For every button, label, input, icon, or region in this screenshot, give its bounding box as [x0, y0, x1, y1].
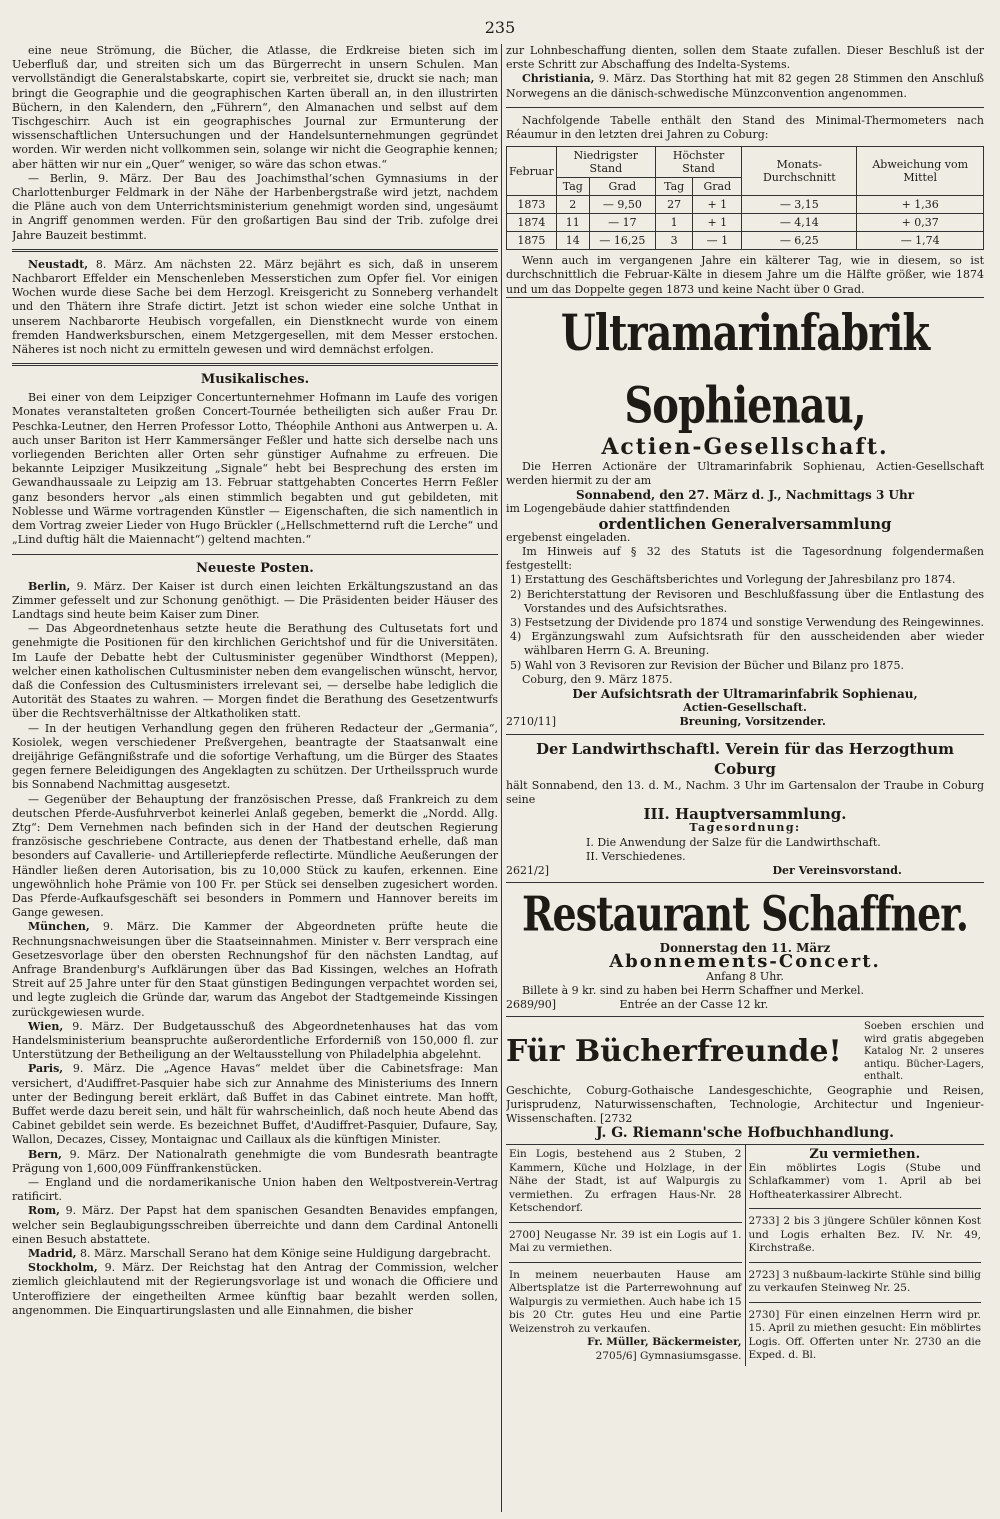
header-max: Höchster Stand: [655, 147, 741, 178]
ad-buecherfreunde: Für Bücherfreunde! Soeben erschien und wird gratis abgegeben Katalog Nr. 2 unseres antiqu. Bücher-Lagers, enthalt. Geschichte, Coburg-Gothaische Landesgeschichte, Geographie und Reisen, Jurisprudenz, Naturwissenschaften, Technologie, Architectur und Ingenieur-Wissenschaften. [2732 J. G. Riemann'sche Hofbuchhandlung.: [506, 1016, 984, 1144]
table-row: 1873 2 — 9,50 27 + 1 — 3,15 + 1,36: [507, 196, 984, 214]
list-item: Ein Logis, bestehend aus 2 Stuben, 2 Kammern, Küche und Holzlage, in der Nähe der Stadt, ist auf Walpurgis zu vermiethen. Zu erfragen Haus-Nr. 28 Ketschendorf.: [509, 1148, 742, 1215]
news-item: Paris, 9. März. Die „Agence Havas“ meldet über die Cabinetsfrage: Man versichert, d'Audiffret-Pasquier habe sich zur Annahme des Ministeriums des Innern unter der Bedingung bereit erklärt, daß Buffet in das Cabinet eintrete. Man hofft, Buffet werde dazu bereit sein, und hält für wahrscheinlich, daß noch heute Abend das Cabinet gebildet sein werde. Es bezeichnet Buffet, d'Audiffret-Pasquier, Dufaure, Say, Wallon, Decazes, Cissey, Montaignac und Caillaux als die künftigen Minister.: [12, 1062, 498, 1147]
ad-code: 2689/90]: [506, 997, 556, 1011]
sub-tag: Tag: [556, 178, 589, 196]
small-ads-right: Zu vermiethen. Ein möblirtes Logis (Stube und Schlafkammer) vom 1. April ab bei Hoftheaterkassirer Albrecht. 2733] 2 bis 3 jüngere Schüler können Kost und Logis erhalten Bez. IV. Nr. 49, Kirchstraße. 2723] 3 nußbaum-lackirte Stühle sind billig zu verkaufen Steinweg Nr. 25. 2730] Für einen einzelnen Herrn wird pr. 15. April zu miethen gesucht: Ein möblirtes Logis. Off. Offerten unter Nr. 2730 an die Exped. d. Bl.: [745, 1145, 985, 1366]
list-item: 5) Wahl von 3 Revisoren zur Revision der Bücher und Bilanz pro 1875.: [510, 658, 905, 672]
list-item: II. Verschiedenes.: [586, 849, 686, 863]
list-item: 2730] Für einen einzelnen Herrn wird pr. 15. April zu miethen gesucht: Ein möblirtes Logis. Off. Offerten unter Nr. 2730 an die Exped. d. Bl.: [748, 1308, 981, 1362]
section-heading-neueste-posten: Neueste Posten.: [196, 560, 314, 576]
event-title: Abonnements-Concert.: [609, 951, 881, 973]
ad-signer: Der Vereinsvorstand.: [772, 863, 902, 877]
news-item: Wien, 9. März. Der Budgetausschuß des Abgeordnetenhauses hat das vom Handelsministerium beanspruchte außerordentliche Erforderniß von 150,000 fl. zur Unterstützung der Betheiligung an der Weltausstellung von Philadelphia abgelehnt.: [12, 1019, 498, 1062]
list-item: 2723] 3 nußbaum-lackirte Stühle sind billig zu verkaufen Steinweg Nr. 25.: [748, 1268, 981, 1295]
ad-landwirthschaftl-verein: Der Landwirthschaftl. Verein für das Herzogthum Coburg hält Sonnabend, den 13. d. M., Nachm. 3 Uhr im Gartensalon der Traube in Coburg seine III. Hauptversammlung. Tagesordnung: I. Die Anwendung der Salze für die Landwirthschaft. II. Verschiedenes. 2621/2] Der Vereinsvorstand.: [506, 734, 984, 882]
list-item: 1) Erstattung des Geschäftsberichtes und Vorlegung der Jahresbilanz pro 1874.: [510, 573, 956, 587]
agenda-list: [506, 573, 984, 672]
dateline: Neustadt,: [28, 257, 89, 271]
small-ads: [506, 1144, 984, 1366]
header-mean: Monats-Durchschnitt: [742, 147, 857, 196]
news-item: — England und die nordamerikanische Union haben den Weltpostverein-Vertrag ratificirt.: [12, 1176, 498, 1204]
ad-ultramarinfabrik: Ultramarinfabrik Sophienau, Actien-Gesellschaft. Die Herren Actionäre der Ultramarinfabrik Sophienau, Actien-Gesellschaft werden hiermit zu der am Sonnabend, den 27. März d. J., Nachmittags 3 Uhr im Logengebäude dahier stattfindenden ordentlichen Generalversammlung ergebenst eingeladen. Im Hinweis auf § 32 des Statuts ist die Tagesordnung folgendermaßen festgestellt: 1) Erstattung des Geschäftsberichtes und Vorlegung der Jahresbilanz pro 1874. 2) Berichterstattung der Revisoren und Beschlußfassung über die Entlastung des Vorstandes und des Aufsichtsrathes. 3) Festsetzung der Dividende pro 1874 und sonstige Verwendung des Reingewinnes. 4) Ergänzungswahl zum Aufsichtsrath für den ausscheidenden aber wieder wählbaren Herrn G. A. Breuning. 5) Wahl von 3 Revisoren zur Revision der Bücher und Bilanz pro 1875. Coburg, den 9. März 1875. Der Aufsichtsrath der Ultramarinfabrik Sophienau, Actien-Gesellschaft. 2710/11] Breuning, Vorsitzender.: [506, 297, 984, 734]
header-deviation: Abweichung vom Mittel: [857, 147, 984, 196]
news-item: Berlin, 9. März. Der Kaiser ist durch einen leichten Erkältungszustand an das Zimmer gefesselt und zur Schonung genöthigt. — Die Präsidenten beider Häuser des Landtags sind heute beim Kaiser zum Diner.: [12, 579, 498, 621]
ad-code: 2621/2]: [506, 863, 549, 877]
meeting-title: ordentlichen Generalversammlung: [598, 514, 892, 533]
list-item: 4) Ergänzungswahl zum Aufsichtsrath für den ausscheidenden aber wieder wählbaren Herrn G. A. Breuning.: [510, 630, 984, 658]
right-column: [506, 44, 984, 1512]
continued-paragraph: zur Lohnbeschaffung dienten, sollen dem Staate zufallen. Dieser Beschluß ist der erste Schritt zur Abschaffung des Indelta-Systems.: [506, 44, 984, 72]
meeting-date: Sonnabend, den 27. März d. J., Nachmittags 3 Uhr: [575, 488, 915, 503]
section-heading-musikalisches: Musikalisches.: [200, 372, 310, 388]
article-text: 8. März. Am nächsten 22. März bejährt es sich, daß in unserem Nachbarort Effelder ein Menschenleben Messerstichen zum Opfer fiel. Vor einigen Wochen wurde diese Sache bei dem Herzogl. Kreisgericht zu Sonneberg verhandelt und den Thätern ihre Strafe dictirt. Jetzt ist schon wieder eine solche Unthat in unserem Nachbarorte Heubisch vorgefallen, ein Dienstknecht wurde von einem fremden Handwerksburschen, einem Metzgergesellen, mit dem Messer erstochen. Näheres ist noch nicht zu ermitteln gewesen und wird demnächst erfolgen.: [12, 257, 498, 357]
ad-code: 2710/11]: [506, 715, 556, 729]
neustadt-article: [12, 258, 498, 357]
section-rule: [506, 107, 984, 108]
news-item: — Gegenüber der Behauptung der französischen Presse, daß Frankreich zu dem deutschen Pferde-Ausfuhrverbot keinerlei Anlaß gegeben, bemerkt die „Nordd. Allg. Ztg“: Dem Vernehmen nach befinden sich in der Hand der deutschen Regierung französische geschriebene Contracte, aus denen der Thatbestand erhelle, daß man besonders auf Cavallerie- und Artilleriepferde reflectirte. Mündliche Aeußerungen der Händler ließen deren Autorisation, bis zu 10,000 Stück zu kaufen, erkennen. Eine ungewöhnlich hohe Prämie von 100 Fr. per Stück sei denselben zugesichert worden. Das Pferde-Aufkaufsgeschäft sei besonders in Pommern und Hannover bereits im Gange gewesen.: [12, 792, 498, 920]
news-item: Bern, 9. März. Der Nationalrath genehmigte die vom Bundesrath beantragte Prägung von 1,600,009 Fünffrankenstücken.: [12, 1147, 498, 1175]
table-row: 1874 11 — 17 1 + 1 — 4,14 + 0,37: [507, 214, 984, 232]
news-item: Stockholm, 9. März. Der Reichstag hat den Antrag der Commission, welcher ziemlich gleichlautend mit der Regierungsvorlage ist und wonach die Officiere und Unteroffiziere der eingetheilten Armee künftig baar bezahlt werden sollen, angenommen. Die Einquartirungslasten und alle Einnahmen, die bisher: [12, 1261, 498, 1317]
table-row: 1875 14 — 16,25 3 — 1 — 6,25 — 1,74: [507, 232, 984, 250]
ad-title: Der Landwirthschaftl. Verein für das Herzogthum Coburg: [535, 739, 955, 778]
sub-tag: Tag: [655, 178, 693, 196]
section-rule: [12, 249, 498, 252]
musikalisches-article: Bei einer von dem Leipziger Concertunternehmer Hofmann im Laufe des vorigen Monates veranstalteten großen Concert-Tournée betheiligten sich außer Frau Dr. Peschka-Leutner, den Herren Professor Lotto, Théophile Anthoni aus Antwerpen u. A. auch unser Bariton ist Herr Kammersänger Feßler und hatte sich derselbe nach uns vorliegenden Berichten aller Orten sehr günstiger Aufnahme zu erfreuen. Die bekannte Leipziger Musikzeitung „Signale“ hebt bei Besprechung des ersten im Gewandhaussaale zu Leipzig am 13. Februar stattgehabten Concertes Herrn Feßler ganz besonders hervor „als einen stimmlich begabten und gut gebildeten, mit Noblesse und Wärme vortragenden Künstler — Eigenschaften, die sich namentlich in dem Vortrag zweier Lieder von Hugo Brückler („Hellschmetternd ruft die Lerche“ und „Lind duftig hält die Maiennacht“) geltend machten.“: [12, 391, 498, 547]
meeting-title: III. Hauptversammlung.: [643, 805, 847, 824]
ad-title: Ultramarinfabrik Sophienau,: [560, 303, 930, 435]
header-min: Niedrigster Stand: [556, 147, 655, 178]
list-item: 2700] Neugasse Nr. 39 ist ein Logis auf 1. Mai zu vermiethen.: [509, 1228, 742, 1255]
small-ads-left: Ein Logis, bestehend aus 2 Stuben, 2 Kammern, Küche und Holzlage, in der Nähe der Stadt, ist auf Walpurgis zu vermiethen. Zu erfragen Haus-Nr. 28 Ketschendorf. 2700] Neugasse Nr. 39 ist ein Logis auf 1. Mai zu vermiethen. In meinem neuerbauten Hause am Albertsplatze ist die Parterrewohnung auf Walpurgis zu vermiethen. Auch habe ich 15 bis 20 Ctr. gutes Heu und eine Partie Weizenstroh zu verkaufen. Fr. Müller, Bäckermeister, 2705/6] Gymnasiumsgasse.: [509, 1148, 742, 1362]
ad-subtitle: Actien-Gesellschaft.: [601, 433, 889, 460]
column-divider: [501, 44, 502, 1512]
sub-grad: Grad: [589, 178, 655, 196]
ad-code: [2732: [600, 1112, 633, 1126]
ad-signer: Breuning, Vorsitzender.: [679, 715, 826, 729]
news-item: — Das Abgeordnetenhaus setzte heute die Berathung des Cultusetats fort und genehmigte die Positionen für den kirchlichen Gerichtshof und für die Universitäten. Im Laufe der Debatte hebt der Cultusminister gegenüber Windthorst (Meppen), welcher einen katholischen Cultusminister neben dem evangelischen wünscht, hervor, daß die Confession des Cultusministers irrelevant sei, — derselbe habe lediglich die Autorität des Staates zu wahren. — Morgen findet die Berathung des Gesetzentwurfs über die Rechtsverhältnisse der Altkatholiken statt.: [12, 622, 498, 721]
list-item: I. Die Anwendung der Salze für die Landwirthschaft.: [586, 835, 881, 849]
ad-title: Restaurant Schaffner.: [521, 885, 969, 942]
thermometer-intro: Nachfolgende Tabelle enthält den Stand des Minimal-Thermometers nach Réaumur in den letzten drei Jahren zu Coburg:: [506, 113, 984, 142]
list-item: 2) Berichterstattung der Revisoren und Beschlußfassung über die Entlastung des Vorstandes und des Aufsichtsrathes.: [510, 587, 984, 615]
section-rule: [12, 554, 498, 555]
thermometer-outro: Wenn auch im vergangenen Jahre ein kälterer Tag, wie in diesem, so ist durchschnittlich die Februar-Kälte in diesem Jahre um die Hälfte größer, wie 1874 und um das Doppelte gegen 1873 und keine Nacht über 0 Grad.: [506, 254, 984, 296]
list-item: 2733] 2 bis 3 jüngere Schüler können Kost und Logis erhalten Bez. IV. Nr. 49, Kirchstraße.: [748, 1215, 981, 1255]
news-item: Rom, 9. März. Der Papst hat dem spanischen Gesandten Benavides empfangen, welcher sein Beglaubigungsschreiben überreichte und dann dem Cardinal Antonelli einen Besuch abstattete.: [12, 1204, 498, 1246]
header-month: Februar: [507, 147, 557, 196]
news-item: München, 9. März. Die Kammer der Abgeordneten prüfte heute die Rechnungsnachweisungen über die Staatseinnahmen. Minister v. Berr versprach eine Gesetzesvorlage über den obersten Rechnungshof für den nächsten Landtag, auf Anfrage Brandenburg's Aufklärungen über das Bad Kissingen, welches an Hofrath Streit auf 25 Jahre unter für den Staat günstigen Bedingungen verpachtet worden sei, und legte zugleich die Gründe dar, warum das Angebot der Stadtgemeinde Kissingen zurückgewiesen wurde.: [12, 920, 498, 1019]
firm-name: J. G. Riemann'sche Hofbuchhandlung.: [595, 1125, 895, 1142]
table-header-row: [507, 147, 984, 178]
left-column: [12, 44, 498, 1512]
news-item: Madrid, 8. März. Marschall Serano hat dem Könige seine Huldigung dargebracht.: [28, 1247, 491, 1261]
news-item: — In der heutigen Verhandlung gegen den früheren Redacteur der „Germania“, Kosiolek, wegen verschiedener Preßvergehen, beantragte der Staatsanwalt eine dreijährige Gefängnißstrafe und die sofortige Verhaftung, um die Bürger des Staates gegen fernere Beleidigungen des Angeklagten zu schützen. Der Urtheilsspruch wurde bis Sonnabend Nachmittag ausgesetzt.: [12, 721, 498, 792]
berlin-gymnasium-paragraph: — Berlin, 9. März. Der Bau des Joachimsthal’schen Gymnasiums in der Charlottenburger Feldmark in der Nähe der Harbenbergstraße wird jetzt, nachdem die Pläne auch von dem Unterrichtsministerium genehmigt worden sind, ungesäumt in Angriff genommen werden. Für den großartigen Bau sind der Trib. zufolge drei Jahre Bauzeit bestimmt.: [12, 171, 498, 242]
page-number: 235: [484, 18, 516, 37]
sub-grad: Grad: [693, 178, 742, 196]
christiania-article: Christiania, 9. März. Das Storthing hat mit 82 gegen 28 Stimmen den Anschluß Norwegens an die dänisch-schwedische Münzconvention angenommen.: [506, 72, 984, 100]
ad-restaurant-schaffner: Restaurant Schaffner. Donnerstag den 11. März Abonnements-Concert. Anfang 8 Uhr. Billete à 9 kr. sind zu haben bei Herrn Schaffner und Merkel. 2689/90] Entrée an der Casse 12 kr.: [506, 882, 984, 1016]
list-item: In meinem neuerbauten Hause am Albertsplatze ist die Parterrewohnung auf Walpurgis zu vermiethen. Auch habe ich 15 bis 20 Ctr. gutes Heu und eine Partie Weizenstroh zu verkaufen.: [509, 1268, 742, 1335]
ad-title: Für Bücherfreunde!: [506, 1034, 842, 1070]
list-item: 3) Festsetzung der Dividende pro 1874 und sonstige Verwendung des Reingewinnes.: [510, 616, 984, 630]
ad-signature: Der Aufsichtsrath der Ultramarinfabrik Sophienau,: [572, 687, 918, 702]
list-item: Ein möblirtes Logis (Stube und Schlafkammer) vom 1. April ab bei Hoftheaterkassirer Albrecht.: [748, 1161, 981, 1201]
intro-paragraph: eine neue Strömung, die Bücher, die Atlasse, die Erdkreise bieten sich im Ueberfluß dar, und streiten sich um das Bürgerrecht in unsern Schulen. Man vervollständigt die Generalstabskarte, copirt sie, verbreitet sie, druckt sie nach; man bringt die Geographie und die geographischen Karten überall an, in den illustrirten Büchern, in den Kalendern, den „Führern“, den Almanachen und selbst auf dem Tischgeschirr. Auch ist ein geographisches Journal zur Ermunterung der wissenschaftlichen Untersuchungen und der Handelsunternehmungen gegründet worden. Wir werden nicht vollkommen sein, solange wir nicht die Geographie kennen; aber hätten wir nur ein „Quer“ weniger, so wäre das schon etwas.“: [12, 44, 498, 171]
section-rule: [12, 363, 498, 366]
thermometer-table: [506, 146, 984, 250]
